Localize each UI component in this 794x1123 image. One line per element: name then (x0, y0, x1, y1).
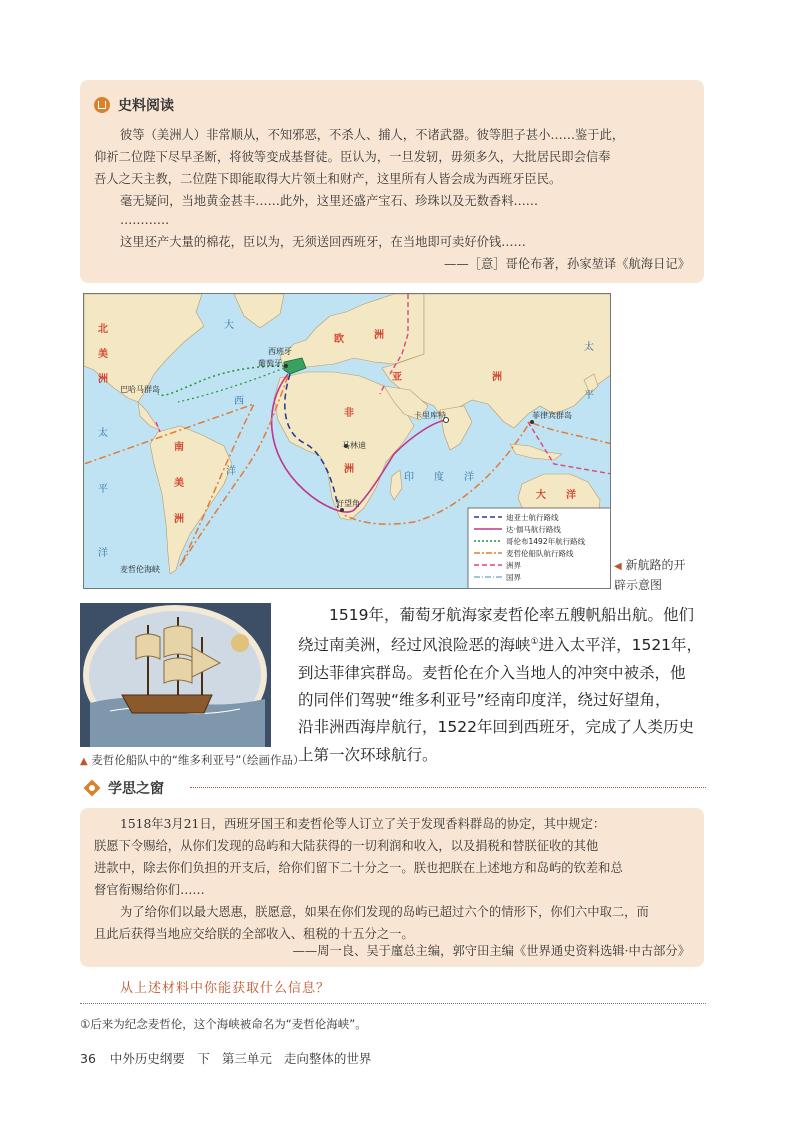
south-america-land (150, 426, 232, 574)
page-footer (80, 1049, 379, 1067)
map-label-portugal: 葡萄牙 (258, 359, 282, 368)
thinking-window-title: 学思之窗 (108, 781, 164, 797)
window-line-3: 进款中，除去你们负担的开支后，给你们留下二十分之一。朕也把朕在上述地方和岛屿的钦差和总 (94, 861, 623, 875)
map-label-asia-1: 亚 (392, 372, 402, 383)
body-line-4: 的同伴们驾驶“维多利亚号”经南印度洋，绕过好望角， (298, 691, 671, 710)
window-line-4: 督官衔赐给你们…… (94, 883, 205, 897)
map-caption (614, 556, 709, 595)
ship-caption-text: 麦哲伦船队中的“维多利亚号”（绘画作品） (91, 753, 305, 767)
unit-label: 第三单元 (221, 1051, 272, 1066)
map-label-pacific-w-3: 洋 (98, 548, 108, 559)
map-label-oceania-1: 大 (536, 490, 546, 501)
body-line-2 (298, 629, 708, 659)
map-label-oceania-2: 洋 (566, 490, 576, 501)
reading-line-3: 吾人之天主教，二位陛下即能取得大片领土和财产，这里所有人皆会成为西班牙臣民。 (94, 172, 562, 186)
map-label-africa-1: 非 (344, 408, 354, 419)
map-label-africa-2: 洲 (344, 464, 354, 475)
map-label-north-america-3: 洲 (98, 374, 108, 385)
thinking-window-header (84, 778, 164, 798)
reading-source: ——［意］哥伦布著，孙家堃译《航海日记》 (444, 257, 690, 271)
legend-dias: 迪亚士航行路线 (506, 513, 559, 522)
page-number: 36 (80, 1051, 96, 1066)
reading-title: 史料阅读 (118, 98, 174, 114)
body-line-2b: 进入太平洋，1521年， (538, 636, 703, 655)
legend-columbus: 哥伦布1492年航行路线 (506, 537, 586, 546)
window-source: ——周一良、吴于廑总主编，郭守田主编《世界通史资料选辑·中古部分》 (292, 944, 690, 958)
body-line-5: 沿非洲西海岸航行，1522年回到西班牙，完成了人类历史 (298, 718, 694, 737)
ship-illustration-svg (80, 603, 271, 747)
legend-country-boundary: 国界 (506, 573, 521, 582)
thinking-window-box (80, 808, 704, 967)
map-label-bahamas: 巴哈马群岛 (120, 385, 160, 394)
flower-icon (84, 780, 100, 796)
header-dotted-rule (190, 787, 706, 788)
asia-oceania-boundary (528, 422, 611, 474)
map-label-asia-2: 洲 (492, 372, 502, 383)
map-caption-line1: 新航路的开 (625, 558, 686, 572)
map-label-north-america-2: 美 (98, 349, 108, 360)
columbus-route-2 (178, 368, 284, 402)
reading-header (94, 95, 174, 115)
window-line-2: 朕愿下令赐给，从你们发现的岛屿和大陆获得的一切利润和收入，以及捐税和替朕征收的其他 (94, 839, 599, 853)
body-line-2a: 绕过南美洲，经过风浪险恶的海峡 (298, 636, 531, 655)
legend-continent-boundary: 洲界 (506, 561, 521, 570)
window-line-1: 1518年3月21日，西班牙国王和麦哲伦等人订立了关于发现香料群岛的协定，其中规定： (120, 817, 606, 831)
footnote-rule (80, 1003, 706, 1004)
body-line-1: 1519年，葡萄牙航海家麦哲伦率五艘帆船出航。他们 (329, 606, 694, 624)
body-line-3: 到达菲律宾群岛。麦哲伦在介入当地人的冲突中被杀，他 (298, 663, 686, 682)
world-map-svg (84, 294, 611, 589)
columbus-route (158, 366, 284, 395)
map-label-pacific-e-1: 太 (584, 342, 594, 353)
map-label-atlantic-2: 西 (234, 396, 244, 407)
map-label-south-america-3: 洲 (174, 514, 184, 525)
map-label-indian-2: 度 (434, 472, 444, 483)
map-label-europe-2: 洲 (374, 330, 384, 341)
map-caption-line2: 辟示意图 (614, 578, 663, 592)
map-label-south-america-1: 南 (174, 442, 184, 453)
map-label-south-america-2: 美 (174, 478, 184, 489)
map-label-pacific-e-2: 平 (584, 390, 594, 401)
main-paragraph (298, 602, 708, 769)
window-line-5: 为了给你们以最大恩惠，朕愿意，如果在你们发现的岛屿已超过六个的情形下，你们六中取二，而 (120, 905, 649, 919)
map-label-north-america-1: 北 (98, 324, 108, 335)
reading-line-1: 彼等（美洲人）非常顺从，不知邪恶，不杀人、捕人，不诸武器。彼等胆子甚小……鉴于此， (120, 128, 625, 142)
map-label-atlantic-3: 洋 (226, 466, 236, 477)
window-line-6: 且此后获得当地应交给朕的全部收入、租税的十五分之一。 (94, 927, 414, 941)
footnote-ref: ① (530, 637, 539, 648)
new-routes-map (83, 293, 611, 589)
reading-line-4: 毫无疑问，当地黄金甚丰……此外，这里还盛产宝石、珍珠以及无数香料…… (120, 194, 539, 208)
map-label-malindi: 马林迪 (342, 441, 366, 450)
map-label-pacific-w-1: 太 (98, 428, 108, 439)
book-icon (94, 97, 110, 113)
ship-caption (80, 752, 305, 768)
greenland-land (234, 294, 284, 328)
central-america-land (138, 402, 160, 430)
indonesia-land (510, 444, 562, 460)
footnote: ①后来为纪念麦哲伦，这个海峡被命名为“麦哲伦海峡”。 (80, 1017, 367, 1031)
madagascar-land (390, 470, 402, 500)
legend-magellan: 麦哲伦船队航行路线 (506, 549, 574, 558)
caption-triangle-up-icon: ▲ (80, 756, 88, 767)
map-legend (468, 508, 611, 589)
map-label-pacific-w-2: 平 (98, 484, 108, 495)
map-label-philippines: 菲律宾群岛 (532, 411, 572, 420)
map-label-europe-1: 欧 (334, 334, 344, 345)
map-label-magellan-strait: 麦哲伦海峡 (120, 565, 160, 574)
book-title: 中外历史纲要 下 (109, 1051, 210, 1066)
reading-line-2: 仰祈二位陛下尽早圣断，将彼等变成基督徒。臣认为，一旦发轫，毋须多久，大批居民即会信奉 (94, 150, 611, 164)
map-label-cape: 好望角 (336, 499, 360, 508)
caption-triangle-icon: ◀ (614, 561, 622, 572)
victoria-ship-painting (80, 603, 271, 747)
thinking-question: 从上述材料中你能获取什么信息？ (120, 981, 331, 996)
reading-line-6: 这里还产大量的棉花，臣以为，无须送回西班牙，在当地即可卖好价钱…… (120, 235, 526, 249)
historical-reading-box (80, 80, 704, 283)
reading-line-5: ………… (120, 213, 170, 227)
body-line-6: 上第一次环球航行。 (298, 745, 438, 764)
map-label-calicut: 卡里库特 (414, 411, 446, 420)
map-label-indian-1: 印 (404, 472, 414, 483)
map-label-spain: 西班牙 (268, 347, 292, 356)
map-label-indian-3: 洋 (464, 472, 474, 483)
unit-title: 走向整体的世界 (283, 1051, 372, 1066)
map-label-atlantic-1: 大 (224, 320, 234, 331)
legend-da-gama: 达·伽马航行路线 (506, 525, 561, 534)
